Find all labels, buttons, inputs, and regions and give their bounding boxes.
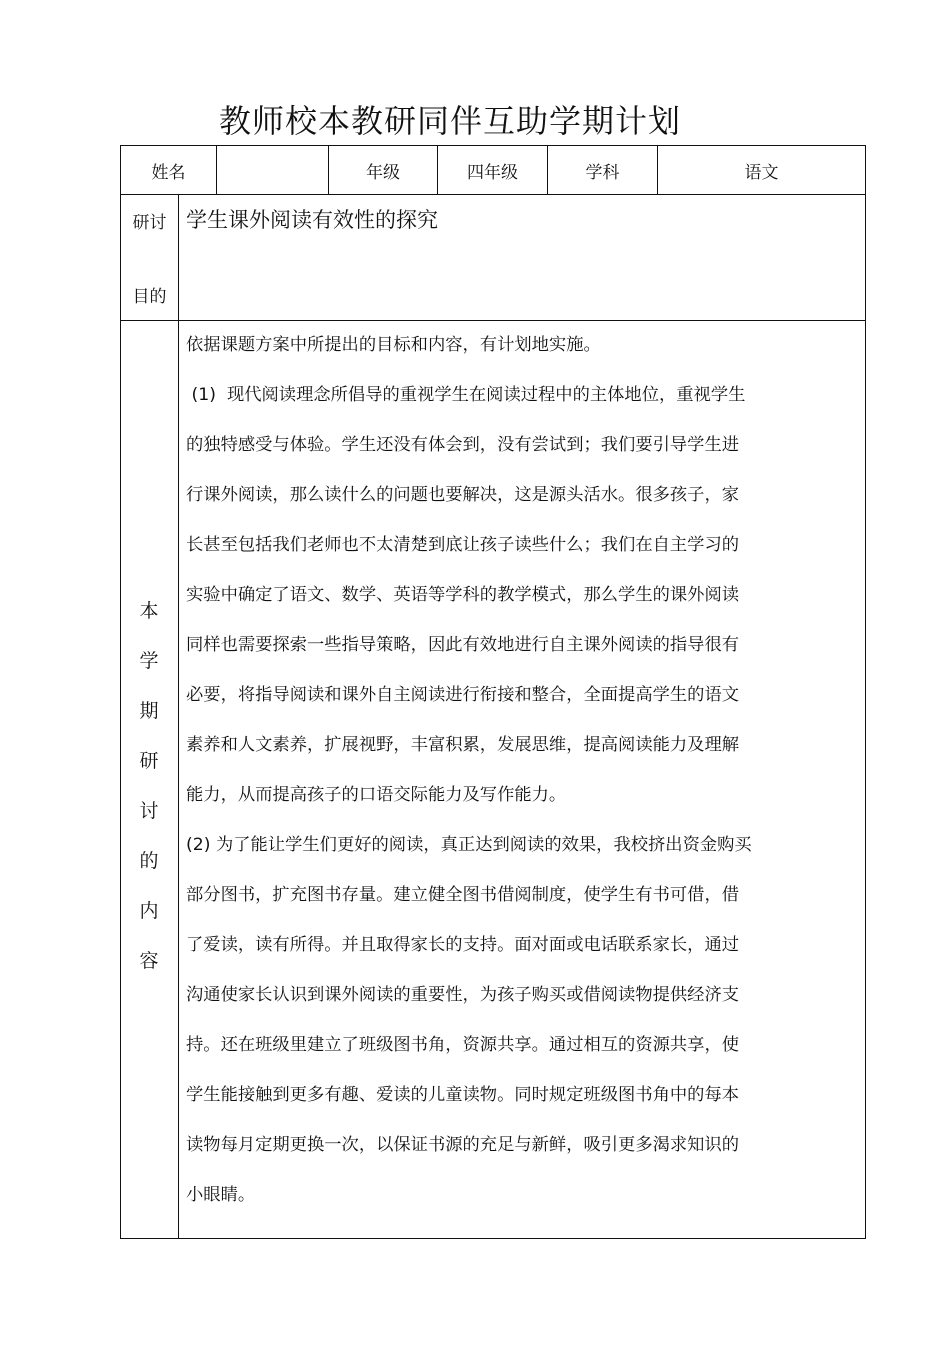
content-line: 素养和人文素养，扩展视野，丰富积累，发展思维，提高阅读能力及理解 [186, 735, 740, 755]
subject-value: 语文 [744, 162, 779, 183]
name-label: 姓名 [151, 162, 186, 183]
grade-label: 年级 [366, 162, 400, 183]
subject-label: 学科 [585, 162, 620, 183]
content-line: 行课外阅读，那么读什么的问题也要解决，这是源头活水。很多孩子，家 [186, 485, 740, 505]
purpose-label-line2: 目的 [132, 287, 167, 307]
table-col-divider [178, 194, 179, 1239]
document-title: 教师校本教研同伴互助学期计划 [218, 102, 681, 140]
content-line: (2) 为了能让学生们更好的阅读，真正达到阅读的效果，我校挤出资金购买 [186, 835, 752, 855]
content-line: 部分图书，扩充图书存量。建立健全图书借阅制度，使学生有书可借，借 [186, 885, 740, 905]
content-label-char: 期 [139, 700, 159, 722]
content-line: 了爱读，读有所得。并且取得家长的支持。面对面或电话联系家长，通过 [186, 935, 740, 955]
content-line: 沟通使家长认识到课外阅读的重要性，为孩子购买或借阅读物提供经济支 [186, 985, 740, 1005]
content-body [186, 320, 826, 1220]
table-row-divider [120, 194, 866, 195]
content-label-char: 本 [139, 600, 159, 622]
content-line: 读物每月定期更换一次，以保证书源的充足与新鲜，吸引更多渴求知识的 [186, 1135, 740, 1155]
content-line: 小眼睛。 [186, 1185, 256, 1205]
content-line: 的独特感受与体验。学生还没有体会到，没有尝试到；我们要引导学生进 [186, 435, 740, 455]
content-line: 依据课题方案中所提出的目标和内容，有计划地实施。 [186, 335, 601, 355]
content-label-char: 研 [139, 750, 159, 772]
name-value [217, 146, 328, 194]
content-label-char: 内 [139, 900, 159, 922]
content-label-char: 的 [139, 850, 159, 872]
purpose-text: 学生课外阅读有效性的探究 [186, 208, 438, 232]
content-line: 学生能接触到更多有趣、爱读的儿童读物。同时规定班级图书角中的每本 [186, 1085, 740, 1105]
content-line: 长甚至包括我们老师也不太清楚到底让孩子读些什么；我们在自主学习的 [186, 535, 740, 555]
content-line: 必要，将指导阅读和课外自主阅读进行衔接和整合，全面提高学生的语文 [186, 685, 740, 705]
content-line: 实验中确定了语文、数学、英语等学科的教学模式，那么学生的课外阅读 [186, 585, 740, 605]
content-line: (1) 现代阅读理念所倡导的重视学生在阅读过程中的主体地位，重视学生 [186, 385, 746, 405]
content-line: 同样也需要探索一些指导策略，因此有效地进行自主课外阅读的指导很有 [186, 635, 740, 655]
content-label-char: 讨 [139, 800, 159, 822]
content-line: 持。还在班级里建立了班级图书角，资源共享。通过相互的资源共享，使 [186, 1035, 740, 1055]
table-border-bottom [120, 1238, 866, 1239]
grade-value: 四年级 [467, 162, 518, 183]
purpose-label-line1: 研讨 [132, 213, 167, 233]
content-label-char: 容 [139, 950, 159, 972]
content-section-label [120, 586, 178, 986]
table-border-right [865, 145, 866, 1239]
content-label-char: 学 [139, 650, 159, 672]
content-line: 能力，从而提高孩子的口语交际能力及写作能力。 [186, 785, 567, 805]
